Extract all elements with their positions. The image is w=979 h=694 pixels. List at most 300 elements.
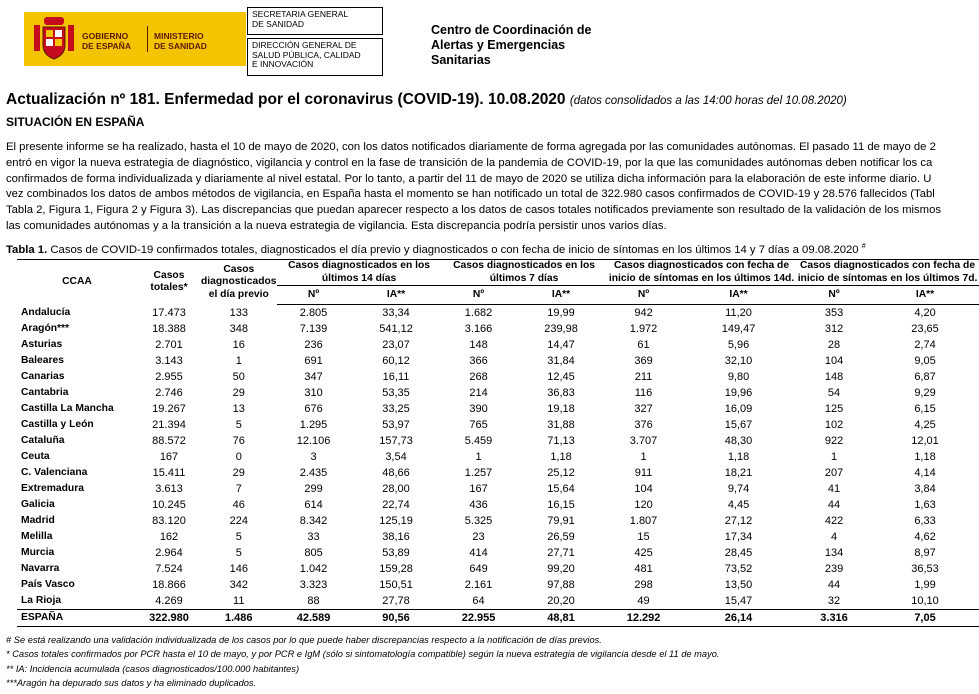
table-caption-sup: # xyxy=(861,243,866,250)
cell-sia7: 3,84 xyxy=(914,483,936,495)
cell-sia14: 73,52 xyxy=(724,563,753,575)
cell-s14: 1 xyxy=(640,451,647,463)
group-header-symptoms-14d xyxy=(607,260,797,286)
cell-s7: 422 xyxy=(824,515,844,527)
cell-prev: 50 xyxy=(232,371,245,383)
cell-sia7: 4,25 xyxy=(914,419,936,431)
cell-s7: 54 xyxy=(827,387,841,399)
cell-s14: 120 xyxy=(634,499,653,511)
cell-s7: 4 xyxy=(830,531,838,543)
cell-s14: 1.807 xyxy=(629,515,658,527)
cell-ccaa: Ceuta xyxy=(21,451,50,462)
cell-n7: 1 xyxy=(475,451,482,463)
group-line: inicio de síntomas en los últimos 7d. xyxy=(797,272,978,284)
cell-sia7: 12,01 xyxy=(911,435,939,447)
cell-n14: 347 xyxy=(304,371,323,383)
box1-line-1: SECRETARIA GENERAL xyxy=(252,9,349,19)
cell-sia14: 26,14 xyxy=(681,610,797,627)
cell-s7: 1 xyxy=(830,451,838,463)
table-row xyxy=(17,497,979,513)
cell-ia7: 19,18 xyxy=(547,403,575,415)
cell-ia14: 27,78 xyxy=(382,595,410,607)
cell-sia14: 15,67 xyxy=(724,419,753,431)
cell-sia14: 11,20 xyxy=(725,307,752,319)
center-line-1: Centro de Coordinación de xyxy=(431,23,592,37)
cell-prev: 76 xyxy=(232,435,245,447)
cell-ia7: 239,98 xyxy=(544,323,578,335)
paragraph-line: entró en vigor la nueva estrategia de diagnóstico, vigilancia y control en la fase de transición de la pandemia de COVID-19, por la que las comunidades autónomas deben notificar los ca xyxy=(6,156,933,169)
cell-n7: 5.459 xyxy=(464,435,493,447)
title-main: Actualización nº 181. Enfermedad por el coronavirus (COVID-19). 10.08.2020 xyxy=(6,91,566,108)
cell-total: 2.701 xyxy=(155,339,183,351)
cell-sia7: 23,65 xyxy=(911,323,939,335)
sub-header-ia: IA** xyxy=(351,286,442,305)
cell-total: 18.388 xyxy=(152,323,186,335)
cell-total: 167 xyxy=(159,451,179,463)
cell-n7: 167 xyxy=(469,483,488,495)
cell-n14: 12.106 xyxy=(296,435,331,447)
cell-ccaa: La Rioja xyxy=(21,595,62,606)
cell-s14: 369 xyxy=(634,355,653,367)
cell-prev: 146 xyxy=(229,563,248,575)
box1-line-2: DE SANIDAD xyxy=(252,18,304,29)
cell-n14: 42.589 xyxy=(277,610,351,627)
min-line-1: MINISTERIO xyxy=(154,31,204,41)
table-row xyxy=(17,353,979,369)
government-logo xyxy=(24,12,246,66)
cell-prev: 7 xyxy=(235,483,242,495)
cell-sia7: 1,99 xyxy=(914,579,936,591)
cell-n7: 1.257 xyxy=(464,467,493,479)
paragraph-line: confirmados de forma individualizada y diariamente al nivel estatal. Por lo tanto, a partir del 11 de mayo de 2020 se utiliza dicha información para la elaboración de este informe diario. U xyxy=(6,172,932,185)
cell-ia14: 48,66 xyxy=(382,467,410,479)
cell-total: 19.267 xyxy=(152,403,186,415)
cell-ia14: 159,28 xyxy=(379,563,413,575)
sub-header-n: Nº xyxy=(607,286,681,305)
cell-ccaa: Extremadura xyxy=(21,483,84,494)
table-caption xyxy=(6,243,866,256)
cell-ia7: 19,99 xyxy=(547,307,575,319)
cell-sia7: 6,15 xyxy=(914,403,936,415)
cell-ccaa: Galicia xyxy=(21,499,55,510)
cell-n14: 691 xyxy=(304,355,323,367)
cell-n14: 310 xyxy=(304,387,323,399)
cell-prev: 1 xyxy=(235,355,242,367)
cell-ia14: 53,89 xyxy=(382,547,410,559)
cell-ccaa: Murcia xyxy=(21,547,55,558)
cell-s7: 125 xyxy=(824,403,844,415)
cell-total: 18.866 xyxy=(152,579,186,591)
cell-n14: 3.323 xyxy=(299,579,328,591)
cell-s14: 15 xyxy=(637,531,650,543)
cell-sia14: 32,10 xyxy=(724,355,753,367)
cell-sia7: 4,20 xyxy=(914,307,936,319)
cell-sia14: 28,45 xyxy=(724,547,753,559)
cell-s7: 41 xyxy=(827,483,841,495)
gov-line-2: DE ESPAÑA xyxy=(82,41,131,51)
cell-ccaa: ESPAÑA xyxy=(17,610,137,627)
cell-prev: 13 xyxy=(232,403,245,415)
cell-s7: 353 xyxy=(824,307,844,319)
cell-n14: 3 xyxy=(310,451,317,463)
cell-sia14: 4,45 xyxy=(727,499,750,511)
ministry-label xyxy=(154,31,207,51)
cell-sia14: 27,12 xyxy=(724,515,753,527)
cell-s7: 44 xyxy=(827,579,841,591)
cell-s7: 207 xyxy=(824,467,844,479)
paragraph-line: Tabla 2, Figura 1, Figura 2 y Figura 3). Las discrepancias que puedan aparecer respecto a los datos de casos totales notificados previamente son resultado de la validación de los mismos xyxy=(6,204,942,217)
cell-ia14: 541,12 xyxy=(379,323,413,335)
group-line: Casos diagnosticados con fecha de xyxy=(799,260,976,271)
cell-s7: 102 xyxy=(824,419,844,431)
cell-sia7: 8,97 xyxy=(914,547,936,559)
cell-n14: 299 xyxy=(304,483,323,495)
center-name xyxy=(431,23,591,68)
group-line: últimos 14 días xyxy=(321,272,397,284)
table-row xyxy=(17,593,979,610)
footnote: ***Aragón ha depurado sus datos y ha eliminado duplicados. xyxy=(6,677,257,688)
paragraph-line: vez combinados los datos de ambos métodos de vigilancia, en España hasta el momento se han notificado un total de 322.980 casos confirmados de COVID-19 y 28.576 fallecidos (Tabl xyxy=(6,188,935,201)
cell-ia7: 71,13 xyxy=(547,435,575,447)
cell-ia14: 33,34 xyxy=(382,307,410,319)
cell-n14: 1.042 xyxy=(299,563,328,575)
cell-ia7: 79,91 xyxy=(547,515,575,527)
cell-n7: 5.325 xyxy=(464,515,493,527)
table-total-row xyxy=(17,610,979,627)
cell-ia7: 25,12 xyxy=(547,467,575,479)
cell-n7: 214 xyxy=(469,387,488,399)
cell-sia7: 2,74 xyxy=(914,339,936,351)
coat-of-arms-icon xyxy=(32,15,76,63)
cell-ia7: 31,88 xyxy=(547,419,575,431)
cell-s7: 44 xyxy=(827,499,841,511)
cell-s14: 911 xyxy=(634,467,653,479)
cell-ia7: 15,64 xyxy=(547,483,575,495)
cell-ia14: 150,51 xyxy=(379,579,413,591)
table-row xyxy=(17,417,979,433)
col-header-prev xyxy=(201,260,277,305)
cell-s7: 104 xyxy=(824,355,844,367)
cell-s14: 3.707 xyxy=(629,435,658,447)
table-row xyxy=(17,305,979,322)
cell-prev: 224 xyxy=(229,515,248,527)
cell-sia7: 6,87 xyxy=(914,371,936,383)
cell-ia14: 53,35 xyxy=(382,387,410,399)
cell-ia14: 28,00 xyxy=(382,483,410,495)
gov-line-1: GOBIERNO xyxy=(82,31,129,41)
col-header-ccaa: CCAA xyxy=(17,260,137,305)
cell-n7: 148 xyxy=(469,339,488,351)
cell-s14: 376 xyxy=(634,419,653,431)
cell-ccaa: Navarra xyxy=(21,563,60,574)
cell-prev: 0 xyxy=(235,451,242,463)
cell-sia7: 9,29 xyxy=(914,387,936,399)
cell-prev: 5 xyxy=(235,547,242,559)
sub-header-ia: IA** xyxy=(681,286,797,305)
group-line: Casos diagnosticados con fecha de xyxy=(613,260,790,271)
cell-ia14: 38,16 xyxy=(382,531,410,543)
col-prev-line: Casos xyxy=(223,263,255,275)
table-row xyxy=(17,385,979,401)
group-line: Casos diagnosticados en los xyxy=(288,260,430,271)
cell-total: 10.245 xyxy=(152,499,186,511)
cell-sia7: 36,53 xyxy=(911,563,939,575)
cell-prev: 16 xyxy=(232,339,245,351)
cell-ia7: 27,71 xyxy=(547,547,575,559)
logo-divider xyxy=(147,26,148,52)
cell-ia14: 33,25 xyxy=(382,403,410,415)
cell-sia14: 9,74 xyxy=(727,483,750,495)
cell-n14: 7.139 xyxy=(299,323,328,335)
government-label xyxy=(82,31,131,51)
cell-n7: 414 xyxy=(469,547,488,559)
title-sub: (datos consolidados a las 14:00 horas del 10.08.2020) xyxy=(569,95,847,107)
cell-sia14: 16,09 xyxy=(724,403,753,415)
center-line-2: Alertas y Emergencias xyxy=(431,38,566,52)
cell-ccaa: País Vasco xyxy=(21,579,75,590)
cell-n7: 2.161 xyxy=(464,579,493,591)
box2-line-2: SALUD PÚBLICA, CALIDAD xyxy=(252,49,361,60)
cell-n14: 1.295 xyxy=(299,419,328,431)
sub-header-n: Nº xyxy=(442,286,516,305)
cell-sia14: 1,18 xyxy=(727,451,750,463)
col-header-total xyxy=(137,260,201,305)
min-line-2: DE SANIDAD xyxy=(154,41,207,51)
cell-n7: 436 xyxy=(469,499,488,511)
cell-total: 88.572 xyxy=(152,435,186,447)
cell-s7: 922 xyxy=(824,435,844,447)
table-body xyxy=(17,305,979,610)
cell-ccaa: Cataluña xyxy=(21,435,65,446)
cell-n7: 64 xyxy=(472,595,485,607)
cell-total: 3.143 xyxy=(155,355,183,367)
cell-ia14: 53,97 xyxy=(382,419,410,431)
cell-ia7: 16,15 xyxy=(547,499,575,511)
col-prev-line: diagnosticados xyxy=(201,276,277,287)
cell-n14: 805 xyxy=(304,547,323,559)
cell-s7: 134 xyxy=(824,547,844,559)
table-row xyxy=(17,433,979,449)
box2-line-1: DIRECCIÓN GENERAL DE xyxy=(252,40,357,50)
cell-ccaa: Castilla La Mancha xyxy=(21,403,114,414)
cell-n7: 390 xyxy=(469,403,488,415)
cell-ia7: 12,45 xyxy=(547,371,575,383)
footnote: * Casos totales confirmados por PCR hasta el 10 de mayo, y por PCR e IgM (sólo si sintomatología compatible) según la nueva estrategia de vigilancia desde el 11 de mayo. xyxy=(6,649,720,660)
cell-ia7: 1,18 xyxy=(550,451,572,463)
footnotes xyxy=(6,633,719,690)
cell-sia7: 1,63 xyxy=(914,499,936,511)
page-title xyxy=(6,91,847,109)
cell-n14: 33 xyxy=(307,531,320,543)
cell-n14: 88 xyxy=(307,595,320,607)
cell-prev: 348 xyxy=(229,323,248,335)
cell-ccaa: Baleares xyxy=(21,355,64,366)
cell-total: 2.955 xyxy=(155,371,183,383)
sub-header-n: Nº xyxy=(277,286,351,305)
cell-s7: 28 xyxy=(827,339,841,351)
cell-sia7: 10,10 xyxy=(911,595,939,607)
cell-prev: 342 xyxy=(229,579,248,591)
intro-paragraph xyxy=(6,140,979,235)
cell-sia14: 48,30 xyxy=(724,435,753,447)
cell-ccaa: Andalucía xyxy=(21,306,71,318)
table-row xyxy=(17,513,979,529)
cell-total: 162 xyxy=(159,531,179,543)
cell-n7: 765 xyxy=(469,419,488,431)
cell-sia7: 9,05 xyxy=(914,355,936,367)
cell-n7: 3.166 xyxy=(464,323,493,335)
cell-sia14: 5,96 xyxy=(727,339,750,351)
cell-total: 21.394 xyxy=(152,419,186,431)
cell-s14: 211 xyxy=(634,371,653,383)
footnote: # Se está realizando una validación individualizada de los casos por lo que puede haber discrepancias respecto a la notificación de días previos. xyxy=(6,635,602,645)
table-row xyxy=(17,337,979,353)
cell-ia7: 36,83 xyxy=(547,387,575,399)
table-row xyxy=(17,321,979,337)
col-total-line: Casos xyxy=(153,269,185,281)
cell-ia14: 3,54 xyxy=(385,451,407,463)
cell-n14: 236 xyxy=(304,339,323,351)
cell-n14: 2.805 xyxy=(299,307,328,319)
cell-ia14: 60,12 xyxy=(382,355,410,367)
footnote: ** IA: Incidencia acumulada (casos diagnosticados/100.000 habitantes) xyxy=(6,663,300,674)
cell-prev: 29 xyxy=(232,387,245,399)
cell-s14: 298 xyxy=(634,579,653,591)
cell-s14: 481 xyxy=(634,563,653,575)
cell-ccaa: Madrid xyxy=(21,515,55,526)
paragraph-line: El presente informe se ha realizado, hasta el 10 de mayo de 2020, con los datos notificados diariamente de forma agregada por las comunidades autónomas. El pasado 11 de mayo de 2 xyxy=(6,141,936,153)
cell-n7: 1.682 xyxy=(464,307,493,319)
table-row xyxy=(17,401,979,417)
cell-ia14: 90,56 xyxy=(351,610,442,627)
cell-s7: 239 xyxy=(824,563,844,575)
sub-header-ia: IA** xyxy=(872,286,979,305)
cell-s14: 12.292 xyxy=(607,610,681,627)
box2-line-3: E INNOVACIÓN xyxy=(252,59,314,69)
cell-s14: 327 xyxy=(634,403,653,415)
cell-sia14: 149,47 xyxy=(721,323,756,335)
cell-s7: 148 xyxy=(824,371,844,383)
cell-ccaa: Aragón*** xyxy=(21,323,70,334)
cell-ia7: 48,81 xyxy=(516,610,607,627)
cell-n14: 2.435 xyxy=(299,467,328,479)
cell-sia7: 6,33 xyxy=(914,515,936,527)
group-header-7d xyxy=(442,260,607,286)
cell-s14: 104 xyxy=(634,483,653,495)
secretaria-box xyxy=(247,7,383,35)
table-caption-text: Casos de COVID-19 confirmados totales, diagnosticados el día previo y diagnosticados o con fecha de inicio de síntomas en los últimos 14 y 7 días a 09.08.2020 xyxy=(47,243,862,256)
center-line-3: Sanitarias xyxy=(431,53,491,67)
cell-sia14: 9,80 xyxy=(727,371,750,383)
cell-total: 4.269 xyxy=(155,595,183,607)
group-header-14d xyxy=(277,260,442,286)
cell-n7: 23 xyxy=(472,531,485,543)
cell-prev: 1.486 xyxy=(201,610,277,627)
cell-sia7: 7,05 xyxy=(872,610,979,627)
table-row xyxy=(17,481,979,497)
cell-ccaa: Cantabria xyxy=(21,387,69,398)
cell-ia7: 97,88 xyxy=(547,579,575,591)
cell-s14: 49 xyxy=(637,595,650,607)
cell-n14: 8.342 xyxy=(299,515,328,527)
cell-prev: 5 xyxy=(235,419,242,431)
table-row xyxy=(17,465,979,481)
cell-sia14: 19,96 xyxy=(724,387,753,399)
cell-sia14: 15,47 xyxy=(724,595,753,607)
cell-n7: 268 xyxy=(469,371,488,383)
table-row xyxy=(17,529,979,545)
cell-prev: 29 xyxy=(232,467,245,479)
cell-ia14: 16,11 xyxy=(382,371,410,383)
cell-ccaa: Canarias xyxy=(21,371,65,382)
cell-ia14: 157,73 xyxy=(379,435,413,447)
cell-ccaa: Melilla xyxy=(21,531,53,542)
cell-ia7: 14,47 xyxy=(547,339,575,351)
table-row xyxy=(17,369,979,385)
cell-ia14: 23,07 xyxy=(382,339,410,351)
cell-s7: 32 xyxy=(827,595,841,607)
col-total-line: totales* xyxy=(150,282,188,294)
group-line: Casos diagnosticados en los xyxy=(453,260,595,271)
cell-ia7: 99,20 xyxy=(547,563,575,575)
section-title: SITUACIÓN EN ESPAÑA xyxy=(6,115,145,129)
cell-prev: 5 xyxy=(235,531,242,543)
table-row xyxy=(17,561,979,577)
cell-total: 2.964 xyxy=(155,547,183,559)
table-row xyxy=(17,449,979,465)
table-row xyxy=(17,577,979,593)
cell-sia7: 1,18 xyxy=(914,451,936,463)
cell-s14: 61 xyxy=(637,339,650,351)
paragraph-line: las comunidades autónomas y a la transición a la nueva estrategia de vigilancia. Esta discrepancia podría persistir unos varios días. xyxy=(6,219,667,232)
cell-sia7: 4,62 xyxy=(914,531,936,543)
cell-s7: 3.316 xyxy=(797,610,872,627)
cell-prev: 46 xyxy=(232,499,245,511)
cell-ia7: 31,84 xyxy=(547,355,575,367)
cell-ccaa: C. Valenciana xyxy=(21,467,88,478)
cell-n14: 614 xyxy=(304,499,323,511)
cell-n7: 22.955 xyxy=(442,610,516,627)
direccion-box xyxy=(247,38,383,76)
cell-ccaa: Asturias xyxy=(21,339,63,350)
cell-total: 322.980 xyxy=(137,610,201,627)
cell-total: 7.524 xyxy=(155,563,183,575)
cell-ccaa: Castilla y León xyxy=(21,419,94,430)
cell-n7: 366 xyxy=(469,355,488,367)
cell-ia7: 26,59 xyxy=(547,531,575,543)
cell-s14: 942 xyxy=(634,307,653,319)
cases-table xyxy=(17,259,979,627)
cell-total: 3.613 xyxy=(155,483,183,495)
col-prev-line: el día previo xyxy=(208,288,269,300)
group-header-symptoms-7d xyxy=(797,260,979,286)
cell-total: 15.411 xyxy=(152,467,186,479)
cell-s14: 425 xyxy=(634,547,653,559)
cell-ia14: 22,74 xyxy=(382,499,410,511)
cell-ia7: 20,20 xyxy=(547,595,575,607)
cell-n7: 649 xyxy=(469,563,488,575)
cell-sia14: 17,34 xyxy=(724,531,753,543)
group-line: inicio de síntomas en los últimos 14d. xyxy=(608,272,795,284)
cell-s14: 1.972 xyxy=(629,323,658,335)
cell-s7: 312 xyxy=(824,323,844,335)
cell-sia14: 13,50 xyxy=(724,579,753,591)
sub-header-n: Nº xyxy=(797,286,872,305)
table-row xyxy=(17,545,979,561)
sub-header-ia: IA** xyxy=(516,286,607,305)
cell-total: 83.120 xyxy=(152,515,186,527)
cell-n14: 676 xyxy=(304,403,323,415)
